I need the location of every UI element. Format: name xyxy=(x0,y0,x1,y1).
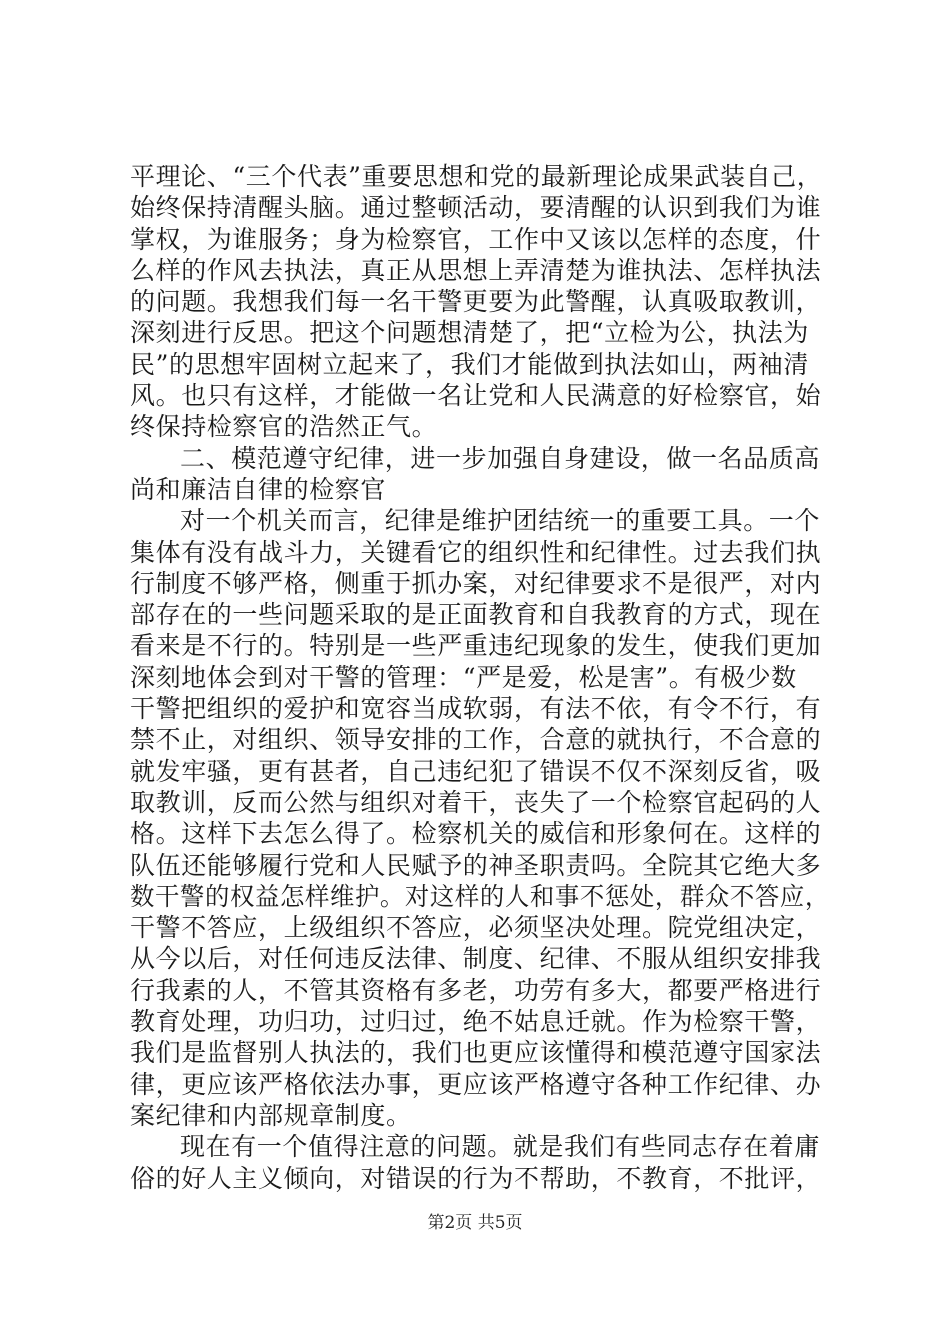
text-line: 的问题。我想我们每一名干警更要为此警醒，认真吸取教训， xyxy=(130,287,822,317)
paragraph-first-line: 对一个机关而言，纪律是维护团结统一的重要工具。一个 xyxy=(180,506,821,536)
text-line: 部存在的一些问题采取的是正面教育和自我教育的方式，现在 xyxy=(130,600,822,630)
text-line: 案纪律和内部规章制度。 xyxy=(130,1100,412,1130)
text-line: 格。这样下去怎么得了。检察机关的威信和形象何在。这样的 xyxy=(130,819,822,849)
text-line: 深刻地体会到对干警的管理：“严是爱，松是害”。有极少数 xyxy=(130,662,797,692)
text-line: 风。也只有这样，才能做一名让党和人民满意的好检察官，始 xyxy=(130,381,822,411)
text-line: 行我素的人，不管其资格有多老，功劳有多大，都要严格进行 xyxy=(130,975,822,1005)
text-line: 我们是监督别人执法的，我们也更应该懂得和模范遵守国家法 xyxy=(130,1038,822,1068)
text-line: 掌权，为谁服务；身为检察官，工作中又该以怎样的态度，什 xyxy=(130,224,822,254)
text-line: 就发牢骚，更有甚者，自己违纪犯了错误不仅不深刻反省，吸 xyxy=(130,756,822,786)
text-line: 民”的思想牢固树立起来了，我们才能做到执法如山，两袖清 xyxy=(130,349,809,379)
text-line: 终保持检察官的浩然正气。 xyxy=(130,412,438,442)
document-body xyxy=(130,161,830,1194)
text-line: 深刻进行反思。把这个问题想清楚了，把“立检为公，执法为 xyxy=(130,318,809,348)
text-line: 律，更应该严格依法办事，更应该严格遵守各种工作纪律、办 xyxy=(130,1069,822,1099)
text-line: 队伍还能够履行党和人民赋予的神圣职责吗。全院其它绝大多 xyxy=(130,850,822,880)
text-line: 数干警的权益怎样维护。对这样的人和事不惩处，群众不答应， xyxy=(130,881,830,911)
text-line: 俗的好人主义倾向，对错误的行为不帮助，不教育，不批评， xyxy=(130,1163,822,1193)
text-line: 看来是不行的。特别是一些严重违纪现象的发生，使我们更加 xyxy=(130,631,822,661)
text-line: 行制度不够严格，侧重于抓办案，对纪律要求不是很严，对内 xyxy=(130,568,822,598)
text-line: 从今以后，对任何违反法律、制度、纪律、不服从组织安排我 xyxy=(130,944,822,974)
text-line: 平理论、“三个代表”重要思想和党的最新理论成果武装自己， xyxy=(130,162,823,191)
text-line: 么样的作风去执法，真正从思想上弄清楚为谁执法、怎样执法 xyxy=(130,255,822,285)
text-line: 干警把组织的爱护和宽容当成软弱，有法不依，有令不行，有 xyxy=(130,694,822,724)
text-line: 始终保持清醒头脑。通过整顿活动，要清醒的认识到我们为谁 xyxy=(130,193,822,223)
text-line: 禁不止，对组织、领导安排的工作，合意的就执行，不合意的 xyxy=(130,725,822,755)
paragraph-first-line: 现在有一个值得注意的问题。就是我们有些同志存在着庸 xyxy=(180,1132,821,1162)
text-line: 教育处理，功归功，过归过，绝不姑息迁就。作为检察干警， xyxy=(130,1007,822,1037)
text-line: 干警不答应，上级组织不答应，必须坚决处理。院党组决定， xyxy=(130,913,822,943)
section-heading-line: 尚和廉洁自律的检察官 xyxy=(130,474,387,504)
text-line: 取教训，反而公然与组织对着干，丧失了一个检察官起码的人 xyxy=(130,787,822,817)
section-heading-line: 二、模范遵守纪律，进一步加强自身建设，做一名品质高 xyxy=(180,443,821,473)
page-number-footer: 第2页 共5页 xyxy=(427,1213,523,1233)
text-line: 集体有没有战斗力，关键看它的组织性和纪律性。过去我们执 xyxy=(130,537,822,567)
